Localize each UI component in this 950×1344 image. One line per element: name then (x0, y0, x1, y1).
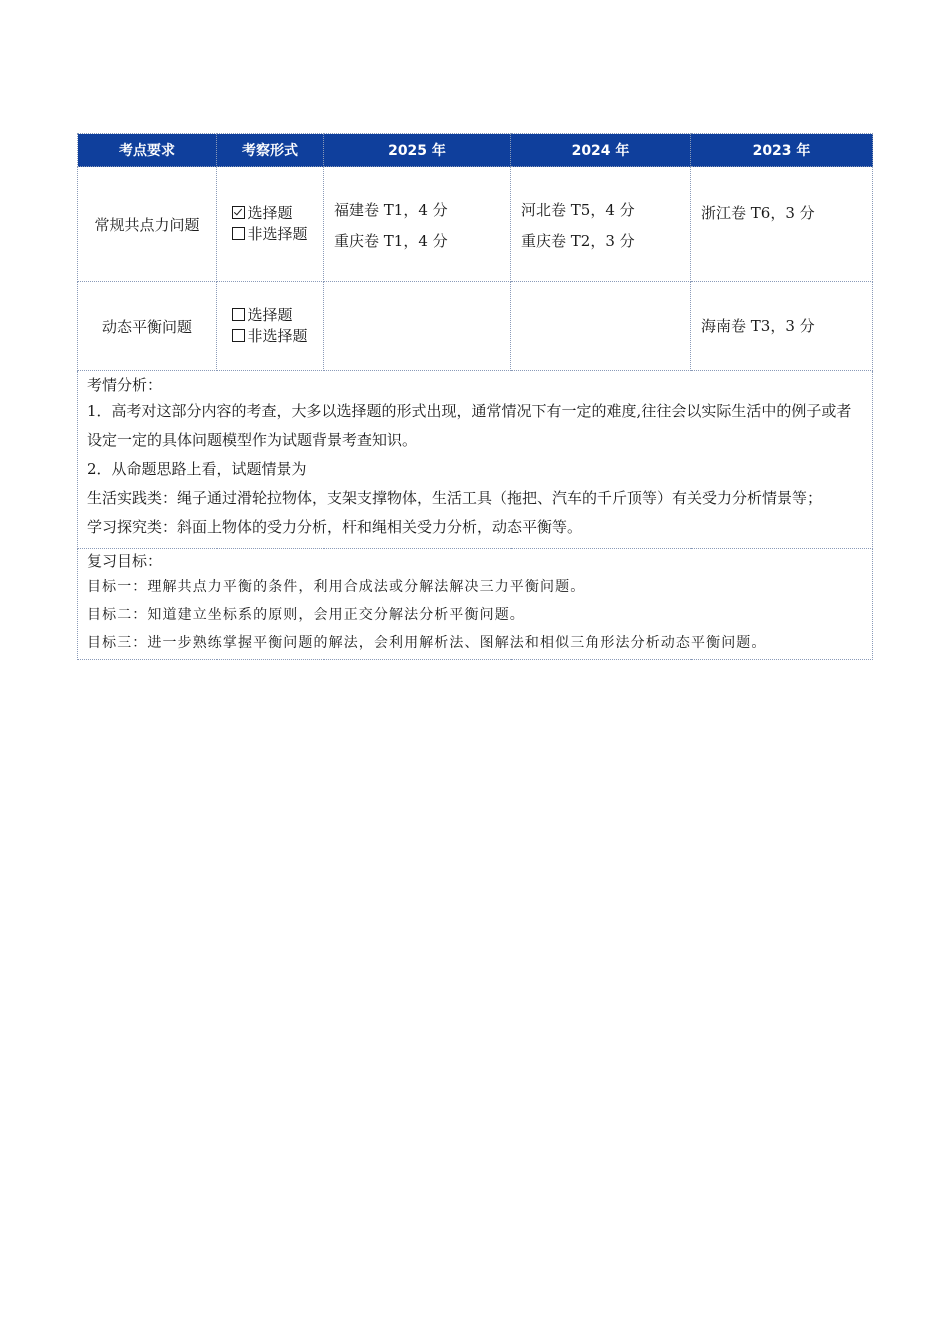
header-2025: 2025 年 (324, 134, 511, 167)
table-row (78, 282, 873, 371)
goal-item: 目标一：理解共点力平衡的条件，利用合成法或分解法解决三力平衡问题。 (87, 579, 586, 595)
header-form: 考察形式 (217, 134, 324, 167)
exam-entry: 河北卷 T5，4 分 (521, 201, 635, 219)
topic-cell: 常规共点力问题 (78, 167, 217, 282)
option-label: 非选择题 (247, 225, 308, 243)
exam-entry: 重庆卷 T2，3 分 (521, 232, 635, 250)
year-2024-cell (511, 167, 691, 282)
year-2025-cell (324, 167, 511, 282)
year-2024-cell (511, 282, 691, 371)
form-cell (217, 282, 324, 371)
option-nonchoice[interactable] (232, 224, 307, 245)
header-topic: 考点要求 (78, 134, 217, 167)
exam-entry: 福建卷 T1，4 分 (334, 201, 448, 219)
exam-entry: 海南卷 T3，3 分 (701, 316, 815, 335)
analysis-paragraph: 2．从命题思路上看，试题情景为 (87, 460, 307, 478)
option-choice[interactable] (232, 305, 307, 326)
analysis-paragraph: 1．高考对这部分内容的考查，大多以选择题的形式出现，通常情况下有一定的难度,往往会以实际生活中的例子或者设定一定的具体问题模型作为试题背景考查知识。 (87, 402, 852, 449)
option-label: 非选择题 (247, 327, 308, 345)
option-label: 选择题 (247, 306, 293, 324)
option-nonchoice[interactable] (232, 326, 307, 347)
table-row (78, 167, 873, 282)
header-2024: 2024 年 (511, 134, 691, 167)
form-cell (217, 167, 324, 282)
analysis-paragraph: 学习探究类：斜面上物体的受力分析，杆和绳相关受力分析，动态平衡等。 (87, 518, 583, 536)
year-2025-cell (324, 282, 511, 371)
goals-cell (78, 549, 873, 660)
exam-entry: 浙江卷 T6，3 分 (701, 204, 815, 222)
year-2023-cell (691, 282, 873, 371)
goal-item: 目标三：进一步熟练掌握平衡问题的解法，会利用解析法、图解法和相似三角形法分析动态平衡问题。 (87, 635, 767, 651)
unchecked-box-icon[interactable] (232, 308, 245, 321)
option-label: 选择题 (247, 204, 293, 222)
goals-title: 复习目标： (87, 552, 163, 570)
exam-entry: 重庆卷 T1，4 分 (334, 232, 448, 250)
option-choice[interactable] (232, 203, 307, 224)
table-header-row (78, 134, 873, 167)
unchecked-box-icon[interactable] (232, 227, 245, 240)
unchecked-box-icon[interactable] (232, 329, 245, 342)
checked-box-icon[interactable] (232, 206, 245, 219)
goal-item: 目标二：知道建立坐标系的原则，会用正交分解法分析平衡问题。 (87, 607, 525, 623)
goals-row (78, 549, 873, 660)
topic-cell: 动态平衡问题 (78, 282, 217, 371)
analysis-title: 考情分析： (87, 376, 163, 394)
analysis-row (78, 371, 873, 549)
exam-overview-table (77, 133, 873, 660)
header-2023: 2023 年 (691, 134, 873, 167)
year-2023-cell (691, 167, 873, 282)
analysis-cell (78, 371, 873, 549)
analysis-paragraph: 生活实践类：绳子通过滑轮拉物体，支架支撑物体，生活工具（拖把、汽车的千斤顶等）有关受力分析情景等； (87, 489, 823, 507)
